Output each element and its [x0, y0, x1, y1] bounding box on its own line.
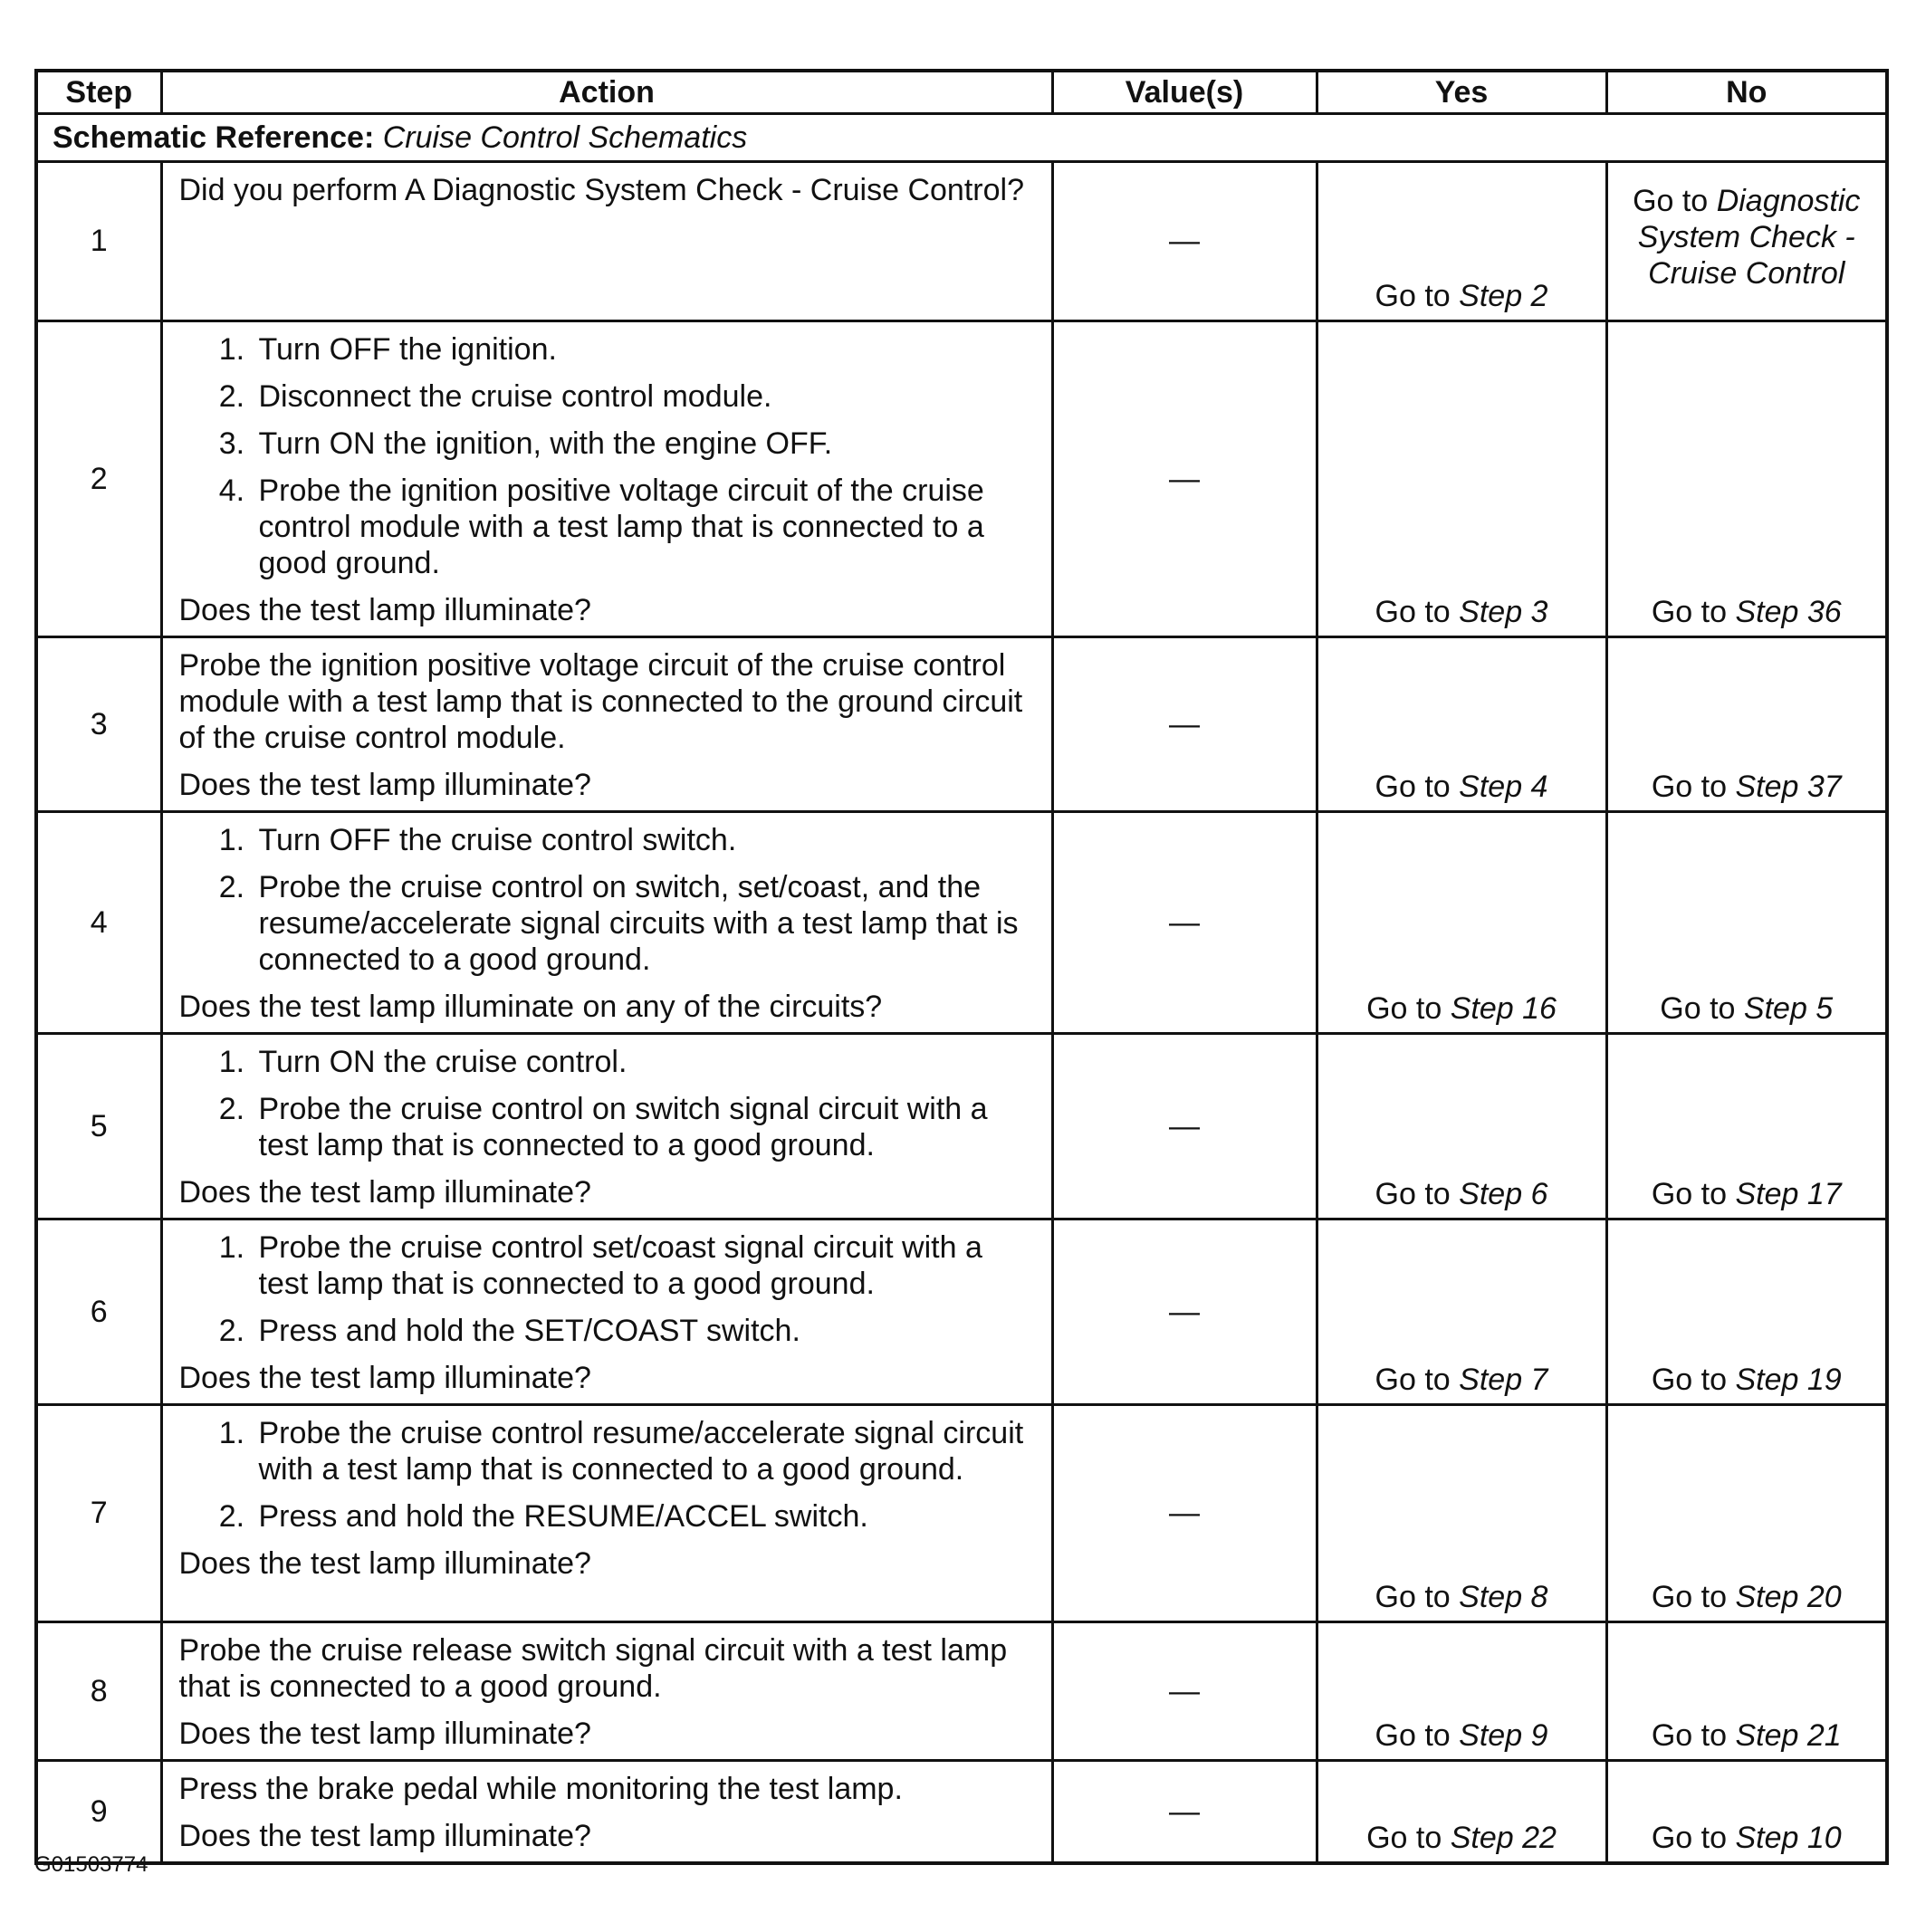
- no-cell: [1606, 1034, 1887, 1219]
- no-cell: [1606, 162, 1887, 321]
- action-question: Does the test lamp illuminate?: [178, 1361, 591, 1395]
- diagnostic-table-sheet: [34, 69, 1885, 1865]
- action-text: Press the brake pedal while monitoring the test lamp.: [178, 1772, 903, 1806]
- value-cell: —: [1052, 162, 1317, 321]
- value-cell: —: [1052, 1034, 1317, 1219]
- no-cell: [1606, 321, 1887, 637]
- action-question: Does the test lamp illuminate on any of the circuits?: [178, 990, 883, 1024]
- no-cell: [1606, 1405, 1887, 1622]
- table-row: [36, 812, 1887, 1034]
- step-number: 9: [36, 1761, 161, 1864]
- action-question: Does the test lamp illuminate?: [178, 1175, 591, 1210]
- goto-link[interactable]: Step 36: [1735, 595, 1842, 629]
- value-cell: —: [1052, 1405, 1317, 1622]
- action-text: Did you perform A Diagnostic System Check - Cruise Control?: [178, 173, 1024, 207]
- goto-link[interactable]: Step 21: [1735, 1718, 1842, 1753]
- action-item: 1. Turn OFF the ignition.: [254, 331, 1039, 368]
- yes-cell: [1317, 1405, 1606, 1622]
- yes-cell: [1317, 1034, 1606, 1219]
- action-question: Does the test lamp illuminate?: [178, 1546, 591, 1581]
- step-number: 2: [36, 321, 161, 637]
- action-item: 3. Turn ON the ignition, with the engine OFF.: [254, 426, 1039, 462]
- goto-text: Go to: [1375, 1177, 1451, 1211]
- header-row: [36, 71, 1887, 114]
- action-cell: [161, 1405, 1052, 1622]
- action-question: Does the test lamp illuminate?: [178, 1819, 591, 1853]
- table-row: [36, 321, 1887, 637]
- action-item: 1. Turn OFF the cruise control switch.: [254, 822, 1039, 858]
- goto-text: Go to: [1366, 991, 1442, 1026]
- schematic-reference-label: Schematic Reference:: [53, 120, 375, 155]
- table-row: [36, 1761, 1887, 1864]
- schematic-reference: [36, 114, 1887, 162]
- value-cell: —: [1052, 1761, 1317, 1864]
- action-list: [179, 1415, 1039, 1535]
- step-number: 4: [36, 812, 161, 1034]
- goto-link[interactable]: Step 8: [1459, 1580, 1548, 1614]
- table-row: [36, 162, 1887, 321]
- goto-link[interactable]: Step 19: [1735, 1363, 1842, 1397]
- action-item: 2. Probe the cruise control on switch, set/coast, and the resume/accelerate signal circuits with a test lamp that is connected to a good ground.: [254, 869, 1039, 978]
- goto-link[interactable]: Step 22: [1450, 1821, 1557, 1855]
- action-text: Probe the ignition positive voltage circuit of the cruise control module with a test lamp that is connected to the ground circuit of the cruise control module.: [178, 648, 1023, 755]
- goto-link[interactable]: Diagnostic System Check - Cruise Control: [1637, 184, 1861, 291]
- action-list: [179, 822, 1039, 978]
- value-cell: —: [1052, 1622, 1317, 1761]
- action-cell: [161, 1034, 1052, 1219]
- table-row: [36, 637, 1887, 812]
- yes-cell: [1317, 1219, 1606, 1405]
- value-cell: —: [1052, 321, 1317, 637]
- goto-text: Go to: [1651, 1821, 1727, 1855]
- action-list: [179, 331, 1039, 581]
- header-no: No: [1606, 71, 1887, 114]
- yes-cell: [1317, 162, 1606, 321]
- action-item: 2. Disconnect the cruise control module.: [254, 378, 1039, 415]
- goto-link[interactable]: Step 3: [1459, 595, 1548, 629]
- yes-cell: [1317, 637, 1606, 812]
- schematic-reference-row: [36, 114, 1887, 162]
- action-cell: [161, 1761, 1052, 1864]
- goto-link[interactable]: Step 10: [1735, 1821, 1842, 1855]
- action-question: Does the test lamp illuminate?: [178, 1717, 591, 1751]
- goto-text: Go to: [1660, 991, 1736, 1026]
- goto-text: Go to: [1375, 1718, 1451, 1753]
- action-question: Does the test lamp illuminate?: [178, 593, 591, 627]
- goto-link[interactable]: Step 17: [1735, 1177, 1842, 1211]
- goto-link[interactable]: Step 7: [1459, 1363, 1548, 1397]
- step-number: 5: [36, 1034, 161, 1219]
- goto-link[interactable]: Step 4: [1459, 770, 1548, 804]
- goto-text: Go to: [1651, 1177, 1727, 1211]
- action-cell: [161, 162, 1052, 321]
- figure-id: G01503774: [34, 1852, 148, 1877]
- action-text: Probe the cruise release switch signal circuit with a test lamp that is connected to a good ground.: [178, 1633, 1008, 1704]
- goto-text: Go to: [1375, 1580, 1451, 1614]
- no-cell: [1606, 1219, 1887, 1405]
- value-cell: —: [1052, 637, 1317, 812]
- action-item: 2. Press and hold the SET/COAST switch.: [254, 1313, 1039, 1349]
- goto-text: Go to: [1651, 770, 1727, 804]
- action-item: 1. Probe the cruise control resume/accelerate signal circuit with a test lamp that is connected to a good ground.: [254, 1415, 1039, 1487]
- action-question: Does the test lamp illuminate?: [178, 768, 591, 802]
- action-item: 4. Probe the ignition positive voltage circuit of the cruise control module with a test lamp that is connected to a good ground.: [254, 473, 1039, 581]
- goto-link[interactable]: Step 6: [1459, 1177, 1548, 1211]
- goto-text: Go to: [1375, 595, 1451, 629]
- action-item: 1. Turn ON the cruise control.: [254, 1044, 1039, 1080]
- no-cell: [1606, 637, 1887, 812]
- header-values: Value(s): [1052, 71, 1317, 114]
- action-cell: [161, 321, 1052, 637]
- goto-text: Go to: [1375, 279, 1451, 313]
- value-cell: —: [1052, 812, 1317, 1034]
- step-number: 1: [36, 162, 161, 321]
- header-step: Step: [36, 71, 161, 114]
- table-row: [36, 1034, 1887, 1219]
- table-row: [36, 1622, 1887, 1761]
- header-yes: Yes: [1317, 71, 1606, 114]
- header-action: Action: [161, 71, 1052, 114]
- yes-cell: [1317, 812, 1606, 1034]
- action-list: [179, 1229, 1039, 1349]
- step-number: 7: [36, 1405, 161, 1622]
- step-number: 3: [36, 637, 161, 812]
- action-cell: [161, 1622, 1052, 1761]
- schematic-reference-link[interactable]: Cruise Control Schematics: [382, 120, 748, 155]
- goto-text: Go to: [1651, 595, 1727, 629]
- goto-link[interactable]: Step 37: [1735, 770, 1842, 804]
- no-cell: [1606, 812, 1887, 1034]
- goto-link[interactable]: Step 20: [1735, 1580, 1842, 1614]
- goto-text: Go to: [1651, 1580, 1727, 1614]
- goto-text: Go to: [1366, 1821, 1442, 1855]
- action-item: 2. Press and hold the RESUME/ACCEL switch.: [254, 1498, 1039, 1535]
- step-number: 8: [36, 1622, 161, 1761]
- action-item: 1. Probe the cruise control set/coast signal circuit with a test lamp that is connected to a good ground.: [254, 1229, 1039, 1302]
- goto-link[interactable]: Step 2: [1459, 279, 1548, 313]
- goto-text: Go to: [1651, 1718, 1727, 1753]
- action-item: 2. Probe the cruise control on switch signal circuit with a test lamp that is connected to a good ground.: [254, 1091, 1039, 1163]
- action-cell: [161, 1219, 1052, 1405]
- value-cell: —: [1052, 1219, 1317, 1405]
- no-cell: [1606, 1622, 1887, 1761]
- table-row: [36, 1219, 1887, 1405]
- diagnostic-table: [34, 69, 1889, 1865]
- no-cell: [1606, 1761, 1887, 1864]
- action-list: [179, 1044, 1039, 1163]
- goto-link[interactable]: Step 9: [1459, 1718, 1548, 1753]
- action-cell: [161, 637, 1052, 812]
- yes-cell: [1317, 1761, 1606, 1864]
- table-row: [36, 1405, 1887, 1622]
- goto-link[interactable]: Step 16: [1450, 991, 1557, 1026]
- yes-cell: [1317, 321, 1606, 637]
- goto-text: Go to: [1651, 1363, 1727, 1397]
- goto-text: Go to: [1633, 184, 1709, 218]
- step-number: 6: [36, 1219, 161, 1405]
- yes-cell: [1317, 1622, 1606, 1761]
- goto-text: Go to: [1375, 1363, 1451, 1397]
- goto-text: Go to: [1375, 770, 1451, 804]
- action-cell: [161, 812, 1052, 1034]
- goto-link[interactable]: Step 5: [1743, 991, 1834, 1026]
